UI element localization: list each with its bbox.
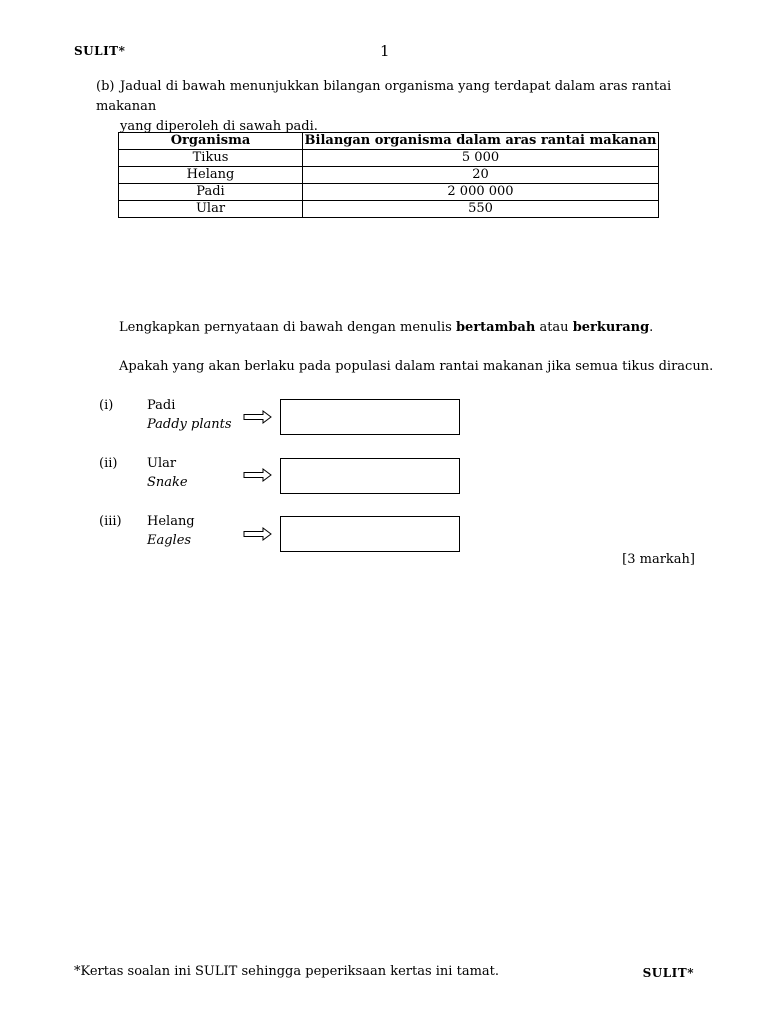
table-cell-count: 20 bbox=[303, 167, 659, 184]
word-bertambah: bertambah bbox=[455, 320, 536, 335]
item-name: Helang bbox=[147, 514, 195, 529]
table-cell-count: 5 000 bbox=[303, 150, 659, 167]
complete-instruction bbox=[119, 320, 653, 335]
item-number: (i) bbox=[99, 398, 114, 413]
table-header-organism: Organisma bbox=[119, 133, 303, 150]
table-cell-organism: Helang bbox=[119, 167, 303, 184]
intro-line-1: Jadual di bawah menunjukkan bilangan organisma yang terdapat dalam aras rantai makanan bbox=[96, 79, 672, 114]
footer-sulit-label: SULIT* bbox=[642, 966, 694, 980]
table-row bbox=[119, 167, 659, 184]
table-cell-organism: Padi bbox=[119, 184, 303, 201]
item-translation: Eagles bbox=[147, 533, 192, 548]
table-header-row bbox=[119, 133, 659, 150]
table-cell-count: 550 bbox=[303, 201, 659, 218]
organism-table bbox=[118, 132, 659, 218]
marks-label: [3 markah] bbox=[622, 552, 695, 567]
complete-mid: atau bbox=[535, 320, 573, 335]
footer-note: *Kertas soalan ini SULIT sehingga peperiksaan kertas ini tamat. bbox=[74, 964, 500, 979]
page-number: 1 bbox=[380, 42, 390, 60]
table-row bbox=[119, 184, 659, 201]
item-number: (iii) bbox=[99, 514, 122, 529]
header-sulit-label: SULIT* bbox=[74, 44, 126, 58]
item-name: Ular bbox=[147, 456, 177, 471]
intro-line-2: yang diperoleh di sawah padi. bbox=[120, 119, 318, 134]
item-translation: Snake bbox=[147, 475, 188, 490]
question-intro bbox=[96, 77, 706, 137]
complete-suffix: . bbox=[649, 320, 654, 335]
question-label: (b) bbox=[96, 79, 115, 94]
table-header-count: Bilangan organisma dalam aras rantai makanan bbox=[303, 133, 659, 150]
table-cell-organism: Ular bbox=[119, 201, 303, 218]
table-cell-organism: Tikus bbox=[119, 150, 303, 167]
question-prompt: Apakah yang akan berlaku pada populasi dalam rantai makanan jika semua tikus diracun. bbox=[119, 359, 714, 374]
right-arrow-icon bbox=[243, 468, 273, 482]
word-berkurang: berkurang bbox=[572, 320, 650, 335]
right-arrow-icon bbox=[243, 410, 273, 424]
answer-box-padi[interactable] bbox=[280, 399, 460, 435]
right-arrow-icon bbox=[243, 527, 273, 541]
answer-box-ular[interactable] bbox=[280, 458, 460, 494]
item-translation: Paddy plants bbox=[147, 417, 232, 432]
item-number: (ii) bbox=[99, 456, 118, 471]
table-row bbox=[119, 150, 659, 167]
item-name: Padi bbox=[147, 398, 176, 413]
table-cell-count: 2 000 000 bbox=[303, 184, 659, 201]
table-row bbox=[119, 201, 659, 218]
answer-box-helang[interactable] bbox=[280, 516, 460, 552]
complete-prefix: Lengkapkan pernyataan di bawah dengan menulis bbox=[119, 320, 456, 335]
